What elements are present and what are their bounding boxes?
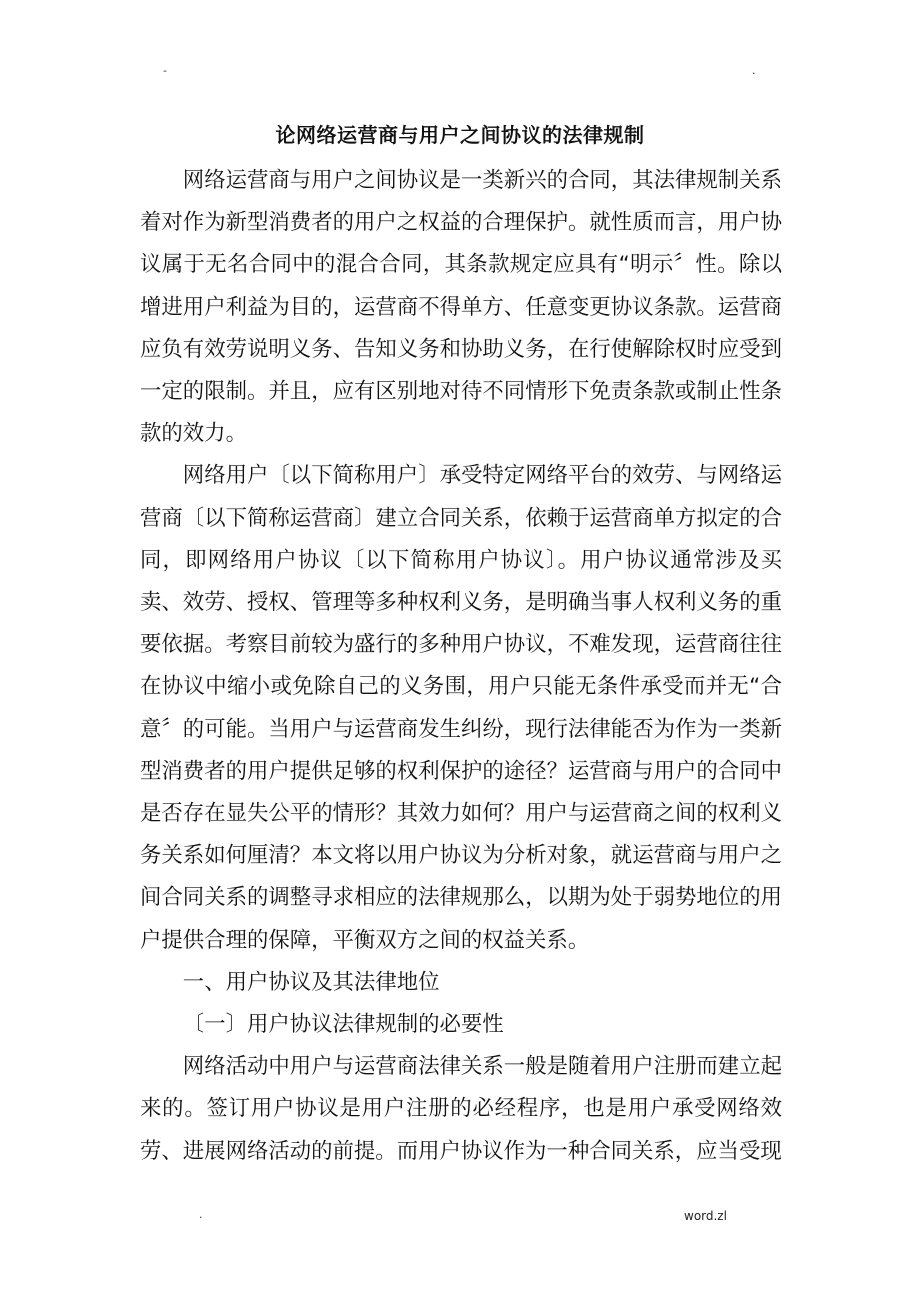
paragraph-body: 网络活动中用户与运营商法律关系一般是随着用户注册而建立起来的。签订用户协议是用户注册的必经程序，也是用户承受网络效劳、进展网络活动的前提。而用户协议作为一种合同关系，应当受现	[140, 1054, 782, 1164]
section-heading: 一、用户协议及其法律地位	[182, 969, 440, 995]
paragraph-introduction: 网络用户〔以下简称用户〕承受特定网络平台的效劳、与网络运营商〔以下简称运营商〕建立合同关系，依赖于运营商单方拟定的合同，即网络用户协议〔以下简称用户协议〕。用户协议通常涉及买卖、效劳、授权、管理等多种权利义务，是明确当事人权利义务的重要依据。考察目前较为盛行的多种用户协议，不难发现，运营商往往在协议中缩小或免除自己的义务围，用户只能无条件承受而并无“合意〞的可能。当用户与运营商发生纠纷，现行法律能否为作为一类新型消费者的用户提供足够的权利保护的途径？运营商与用户的合同中是否存在显失公平的情形？其效力如何？用户与运营商之间的权利义务关系如何厘清？本文将以用户协议为分析对象，就运营商与用户之间合同关系的调整寻求相应的法律规那么，以期为处于弱势地位的用户提供合理的保障，平衡双方之间的权益关系。	[140, 463, 782, 953]
document-body	[140, 160, 782, 1173]
header-right-mark: .	[752, 64, 756, 77]
header-left-mark: -	[163, 64, 167, 77]
footer-source-text: word.zl	[684, 1209, 727, 1223]
document-title: 论网络运营商与用户之间协议的法律规制	[275, 123, 645, 147]
footer-left-mark: .	[199, 1208, 203, 1221]
subsection-heading: 〔一〕用户协议法律规制的必要性	[182, 1012, 504, 1038]
paragraph-abstract: 网络运营商与用户之间协议是一类新兴的合同，其法律规制关系着对作为新型消费者的用户之权益的合理保护。就性质而言，用户协议属于无名合同中的混合合同，其条款规定应具有“明示〞性。除以增进用户利益为目的，运营商不得单方、任意变更协议条款。运营商应负有效劳说明义务、告知义务和协助义务，在行使解除权时应受到一定的限制。并且，应有区别地对待不同情形下免责条款或制止性条款的效力。	[140, 168, 782, 447]
